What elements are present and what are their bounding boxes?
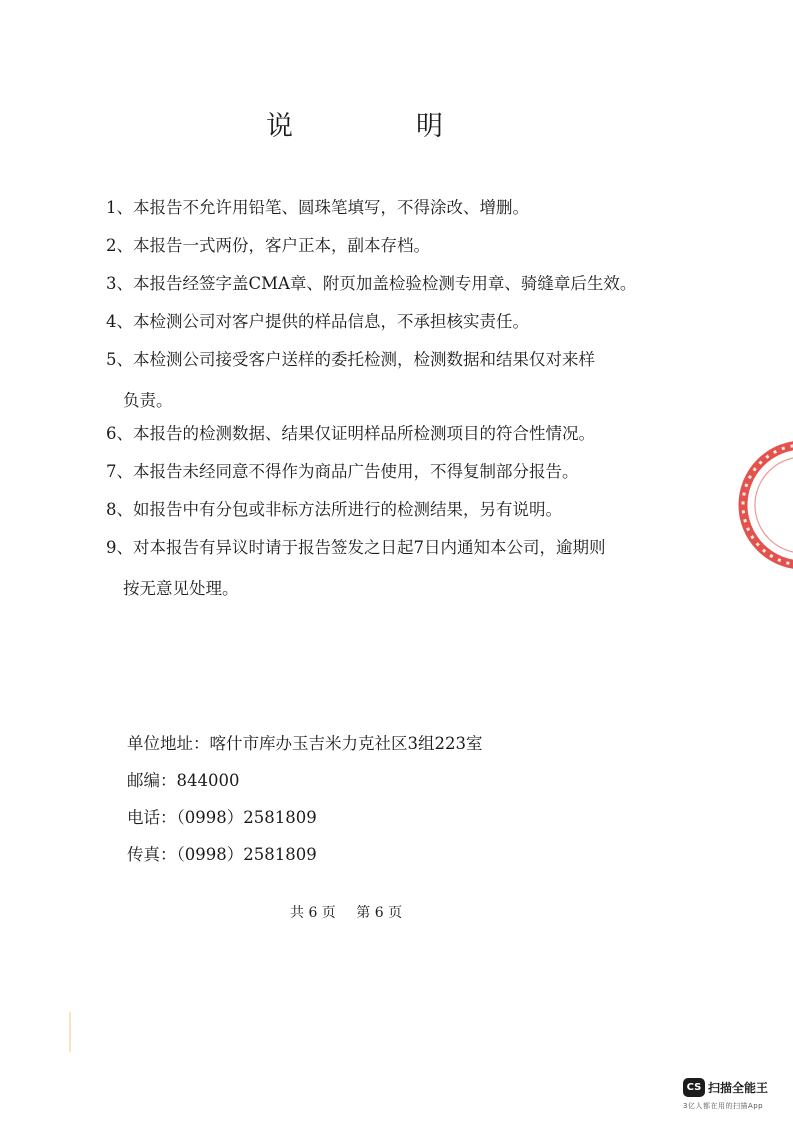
page-total: 共 6 页 [290,905,336,921]
clause-text: 1、本报告不允许用铅笔、圆珠笔填写，不得涂改、增删。 [106,198,529,217]
scanner-watermark [683,1078,783,1114]
red-seal-stamp [683,440,793,570]
clause-continuation: 按无意见处理。 [123,579,239,598]
page-current: 第 6 页 [356,905,403,921]
clause-item [106,308,529,332]
clause-item [106,458,579,482]
contact-fax: 传真：（0998）2581809 [127,845,317,864]
clause-text: 9、对本报告有异议时请于报告签发之日起7日内通知本公司，逾期则 [106,538,606,557]
watermark-subtitle: 3亿人都在用的扫描App [683,1102,764,1110]
clause-item [106,496,562,520]
watermark-name: 扫描全能王 [708,1081,769,1095]
clause-text: 5、本检测公司接受客户送样的委托检测，检测数据和结果仅对来样 [106,350,595,369]
clause-text: 6、本报告的检测数据、结果仅证明样品所检测项目的符合性情况。 [106,424,595,443]
clause-item [106,346,595,411]
clause-text: 2、本报告一式两份，客户正本，副本存档。 [106,236,430,255]
clause-item [106,194,529,218]
contact-phone: 电话：（0998）2581809 [127,808,317,827]
clause-item [106,420,595,444]
scan-edge-mark [69,1012,71,1052]
seal-arc-icon [683,440,793,570]
camscanner-logo-icon: CS [683,1078,705,1097]
contact-postcode: 邮编：844000 [127,771,240,790]
clause-text: 8、如报告中有分包或非标方法所进行的检测结果，另有说明。 [106,500,562,519]
clause-item [106,534,606,599]
contact-address: 单位地址：喀什市库办玉吉米力克社区3组223室 [127,734,483,753]
page-footer [290,902,418,922]
clause-item [106,232,430,256]
clause-continuation: 负责。 [123,391,173,410]
clause-text: 3、本报告经签字盖CMA章、附页加盖检验检测专用章、骑缝章后生效。 [106,274,637,293]
clause-item [106,270,636,294]
clause-text: 4、本检测公司对客户提供的样品信息，不承担核实责任。 [106,312,529,331]
page-title: 说 明 [266,111,491,142]
clause-text: 7、本报告未经同意不得作为商品广告使用，不得复制部分报告。 [106,462,579,481]
